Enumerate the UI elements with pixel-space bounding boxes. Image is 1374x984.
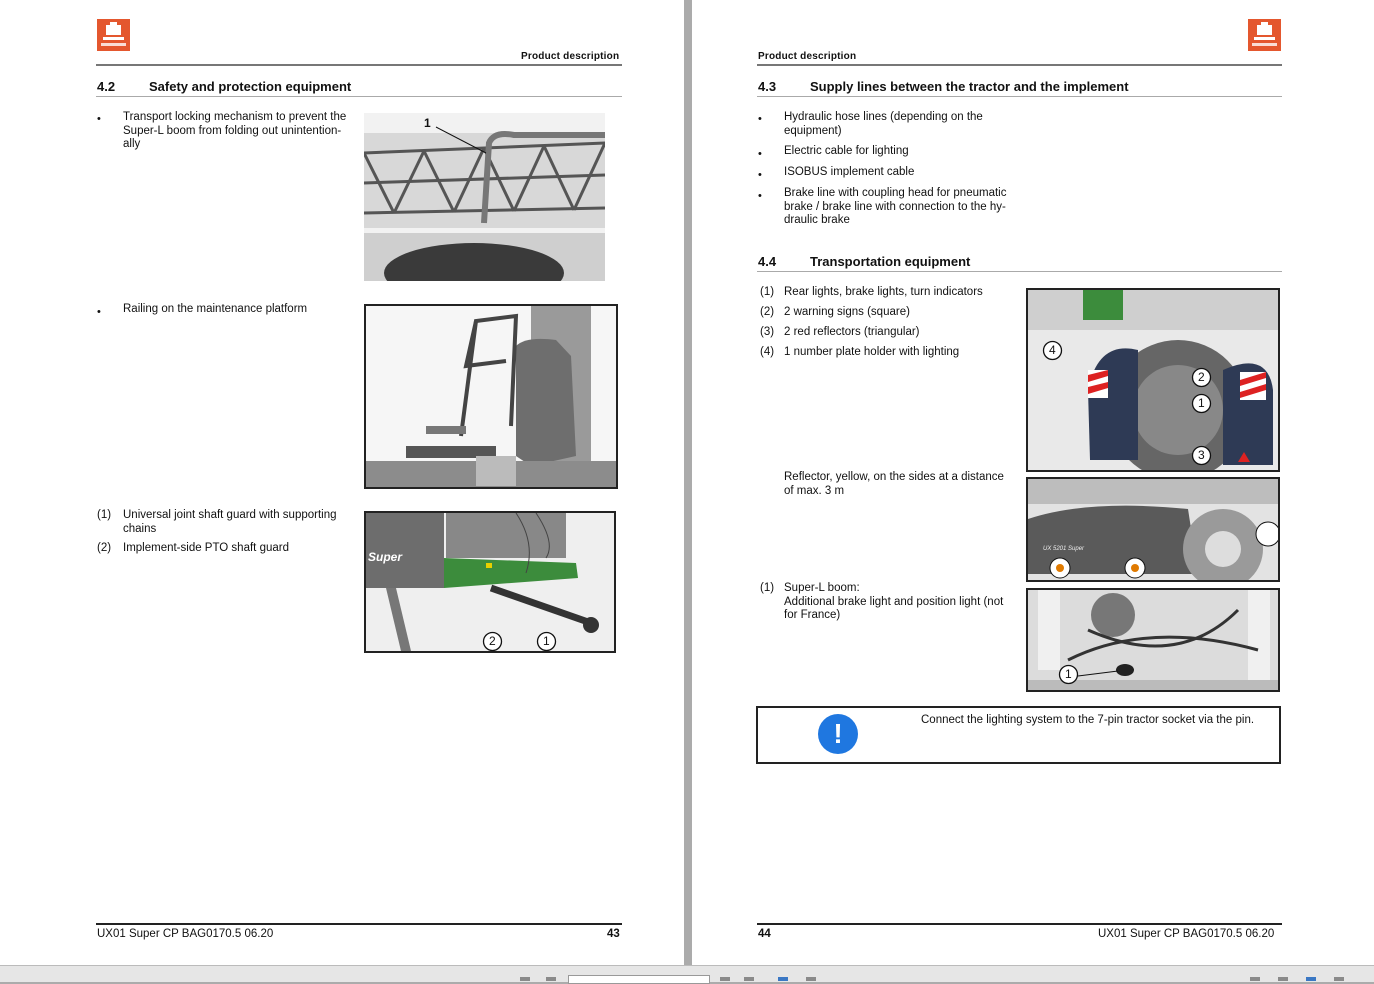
list-number: (4) xyxy=(760,346,775,358)
page-number: 44 xyxy=(758,928,771,940)
section-title: Supply lines between the tractor and the implement xyxy=(810,79,1129,94)
next-page-button[interactable] xyxy=(720,977,730,981)
zoom-icon[interactable] xyxy=(806,977,816,981)
machine-model-label: UX 5201 Super xyxy=(1043,546,1085,552)
page-number: 43 xyxy=(607,928,620,940)
callout-number: 1 xyxy=(1065,667,1072,681)
running-header: Product description xyxy=(521,51,620,62)
callout-number: 1 xyxy=(1198,396,1205,410)
amazone-logo xyxy=(1248,19,1281,51)
section-number: 4.4 xyxy=(758,254,777,269)
list-number: (1) xyxy=(760,582,775,594)
list-number: (3) xyxy=(760,326,775,338)
section-rule xyxy=(757,96,1282,97)
amazone-logo xyxy=(97,19,130,51)
reflector-text: Reflector, yellow, on the sides at a distance of max. 3 m xyxy=(784,471,1004,497)
first-page-button[interactable] xyxy=(520,977,530,981)
list-item: Universal joint shaft guard with supporting chains xyxy=(123,509,337,535)
list-item: Railing on the maintenance platform xyxy=(123,303,308,315)
header-rule xyxy=(757,64,1282,66)
list-item: Transport locking mechanism to prevent the Super-L boom from folding out unintention- ally xyxy=(123,111,347,150)
continuous-icon[interactable] xyxy=(1278,977,1288,981)
notice-text: Connect the lighting system to the 7-pin tractor socket via the pin. xyxy=(921,714,1255,726)
last-page-button[interactable] xyxy=(744,977,754,981)
prev-page-button[interactable] xyxy=(546,977,556,981)
exclamation-icon: ! xyxy=(818,714,858,754)
bullet: • xyxy=(758,148,762,160)
list-number: (1) xyxy=(760,286,775,298)
callout-number: 1 xyxy=(424,116,431,130)
list-item: 2 red reflectors (triangular) xyxy=(784,326,920,338)
maintenance-railing-photo xyxy=(364,304,618,489)
section-number: 4.2 xyxy=(97,79,116,94)
section-rule xyxy=(757,271,1282,272)
list-number: (2) xyxy=(97,542,112,554)
list-item: Rear lights, brake lights, turn indicators xyxy=(784,286,983,298)
bullet: • xyxy=(758,169,762,181)
footer-doc-id: UX01 Super CP BAG0170.5 06.20 xyxy=(97,928,274,940)
bullet: • xyxy=(758,113,762,125)
header-rule xyxy=(96,64,622,66)
facing-pages-icon[interactable] xyxy=(1306,977,1316,981)
list-number: (2) xyxy=(760,306,775,318)
list-number: (1) xyxy=(97,509,112,521)
bullet: • xyxy=(97,113,101,125)
callout-number: 2 xyxy=(489,634,496,648)
footer-rule xyxy=(757,923,1282,925)
list-item: ISOBUS implement cable xyxy=(784,166,915,178)
viewer-toolbar xyxy=(0,965,1374,982)
section-title: Safety and protection equipment xyxy=(149,79,352,94)
list-item: 1 number plate holder with lighting xyxy=(784,346,960,358)
section-number: 4.3 xyxy=(758,79,777,94)
list-item: Super-L boom: Additional brake light and position light (not for France) xyxy=(784,582,1004,621)
list-item: Electric cable for lighting xyxy=(784,145,909,157)
single-page-icon[interactable] xyxy=(1250,977,1260,981)
page-number-input[interactable] xyxy=(568,975,710,984)
callout-number: 2 xyxy=(1198,370,1205,384)
side-reflector-photo xyxy=(1026,477,1280,582)
section-rule xyxy=(96,96,622,97)
footer-rule xyxy=(96,923,622,925)
rear-lighting-photo xyxy=(1026,288,1280,472)
callout-number: 1 xyxy=(543,634,550,648)
running-header: Product description xyxy=(758,51,857,62)
view-mode-icon[interactable] xyxy=(778,977,788,981)
bullet: • xyxy=(758,190,762,202)
list-item: Brake line with coupling head for pneumatic brake / brake line with connection to the hy- draulic brake xyxy=(784,187,1007,226)
section-title: Transportation equipment xyxy=(810,254,971,269)
list-item: 2 warning signs (square) xyxy=(784,306,910,318)
cover-page-icon[interactable] xyxy=(1334,977,1344,981)
list-item: Implement-side PTO shaft guard xyxy=(123,542,289,554)
footer-doc-id: UX01 Super CP BAG0170.5 06.20 xyxy=(1098,928,1275,940)
bullet: • xyxy=(97,306,101,318)
super-badge: Super xyxy=(368,550,403,564)
callout-number: 3 xyxy=(1198,448,1205,462)
transport-lock-photo xyxy=(364,113,605,281)
callout-number: 4 xyxy=(1049,343,1056,357)
list-item: Hydraulic hose lines (depending on the equipment) xyxy=(784,111,983,137)
